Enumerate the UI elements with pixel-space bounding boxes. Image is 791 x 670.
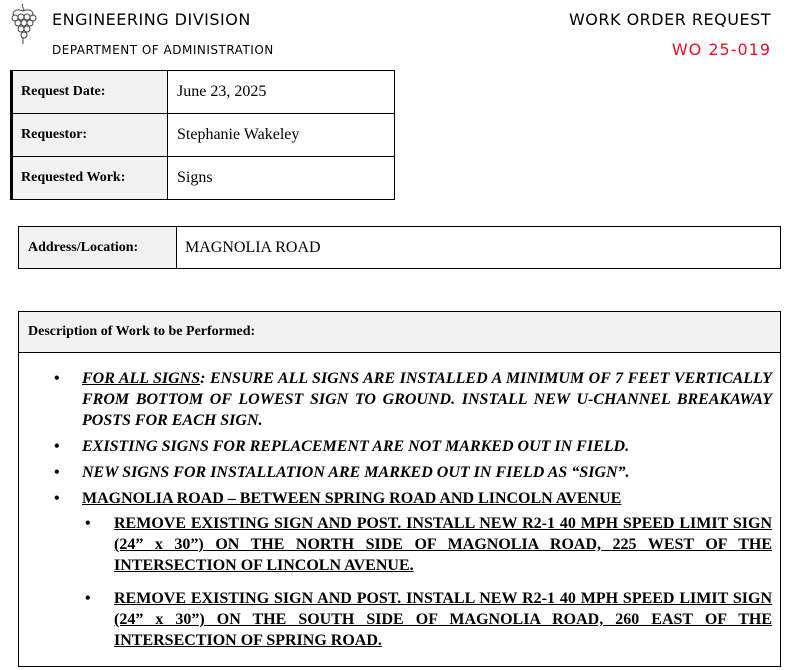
requested-work-row [12,157,395,200]
department-name: DEPARTMENT OF ADMINISTRATION [52,43,274,57]
requested-work-label: Requested Work: [12,157,168,200]
item2-text: EXISTING SIGNS FOR REPLACEMENT ARE NOT MARKED OUT IN FIELD. [82,438,630,455]
address-value: MAGNOLIA ROAD [185,238,321,256]
requestor-row [12,114,395,157]
address-box [18,226,781,269]
request-date-label: Request Date: [12,71,168,114]
description-label: Description of Work to be Performed: [19,312,780,353]
description-box [18,311,781,667]
item1-text: : ENSURE ALL SIGNS ARE INSTALLED A MINIMUM OF 7 FEET VERTICALLY FROM BOTTOM OF LOWEST SIGN TO GROUND. INSTALL NEW U-CHANNEL BREAKAWAY POSTS FOR EACH SIGN. [82,370,773,429]
bullet-icon: • [54,490,60,507]
item1-lead: FOR ALL SIGNS [82,370,201,387]
sub-list-item [82,588,772,651]
form-title: WORK ORDER REQUEST [568,10,771,29]
grape-cluster-icon [6,2,40,46]
requestor-label: Requestor: [12,114,168,157]
description-list [19,368,780,663]
sub-list [82,513,772,651]
requested-work-value: Signs [168,157,395,200]
bullet-icon: • [54,438,60,455]
list-item [19,436,780,457]
bullet-icon: • [54,464,60,481]
list-item [19,462,780,483]
sub-list-item [82,513,772,576]
bullet-icon: • [85,590,91,607]
item4-text: MAGNOLIA ROAD – BETWEEN SPRING ROAD AND LINCOLN AVENUE [82,490,622,507]
address-label: Address/Location: [19,227,177,268]
list-item [19,488,780,651]
request-date-row [12,71,395,114]
work-order-number: WO 25-019 [671,40,771,59]
requestor-value: Stephanie Wakeley [168,114,395,157]
request-info-table [10,70,395,200]
bullet-icon: • [85,515,91,532]
list-item [19,368,780,431]
item3-text: NEW SIGNS FOR INSTALLATION ARE MARKED OUT IN FIELD AS “SIGN”. [82,464,630,481]
bullet-icon: • [54,370,60,387]
request-date-value: June 23, 2025 [168,71,395,114]
sub2-text: REMOVE EXISTING SIGN AND POST. INSTALL NEW R2-1 40 MPH SPEED LIMIT SIGN (24” x 30”) ON THE SOUTH SIDE OF MAGNOLIA ROAD, 260 EAST OF THE INTERSECTION OF SPRING ROAD. [114,590,772,649]
sub1-text: REMOVE EXISTING SIGN AND POST. INSTALL NEW R2-1 40 MPH SPEED LIMIT SIGN (24” x 30”) ON THE NORTH SIDE OF MAGNOLIA ROAD, 225 WEST OF THE INTERSECTION OF LINCOLN AVENUE. [114,515,772,574]
division-title: ENGINEERING DIVISION [52,10,251,29]
